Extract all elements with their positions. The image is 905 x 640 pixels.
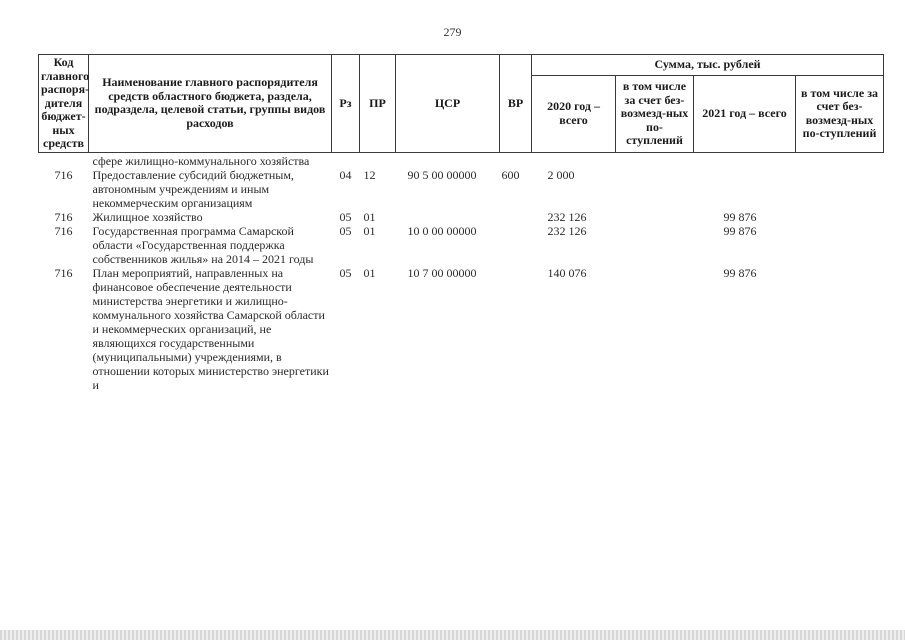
header-2021-free: в том числе за счет без-возмезд-ных по-ступлений: [796, 76, 884, 153]
header-rz: Рз: [332, 55, 360, 153]
cell-2021-total: [694, 168, 796, 210]
table-row: [39, 266, 884, 392]
cell-vr: [500, 224, 532, 266]
cell-vr: [500, 152, 532, 168]
header-sum: Сумма, тыс. рублей: [532, 55, 884, 76]
cell-name: Жилищное хозяйство: [92, 209, 203, 224]
cell-2021-free: [796, 210, 884, 224]
table-row: [39, 224, 884, 266]
cell-code: 716: [54, 167, 73, 182]
table-row: [39, 168, 884, 210]
cell-2021-total: [694, 152, 796, 168]
header-pr: ПР: [360, 55, 396, 153]
cell-2021-free: [796, 266, 884, 392]
cell-vr: 600: [501, 167, 520, 182]
cell-rz: 05: [339, 265, 352, 280]
cell-pr: 01: [363, 223, 376, 238]
cell-2020-total: 2 000: [547, 167, 575, 182]
cell-csr: 10 0 00 00000: [407, 223, 477, 238]
table-row: [39, 152, 884, 168]
page-number: 279: [443, 25, 462, 39]
cell-code: 716: [54, 209, 73, 224]
table-row: [39, 210, 884, 224]
cell-rz: 05: [339, 223, 352, 238]
header-2020-free: в том числе за счет без-возмезд-ных по-ступлений: [616, 76, 694, 153]
cell-vr: [500, 210, 532, 224]
cell-name: План мероприятий, направленных на финансовое обеспечение деятельности министерства энергетики и жилищно-коммунального хозяйства Самарской области и некоммерческих организаций, не являющихся государственными (муниципальными) учреждениями, в отношении которых министерство энергетики и: [92, 265, 329, 392]
header-csr: ЦСР: [396, 55, 500, 153]
header-2021-total: 2021 год – всего: [694, 76, 796, 153]
cell-2020-free: [616, 210, 694, 224]
cell-code: [39, 152, 89, 168]
cell-name: Предоставление субсидий бюджетным, автономным учреждениям и иным некоммерческим организациям: [92, 167, 294, 210]
header-vr: ВР: [500, 55, 532, 153]
cell-name: сфере жилищно-коммунального хозяйства: [92, 153, 310, 168]
cell-pr: 01: [363, 209, 376, 224]
cell-2020-total: [532, 152, 616, 168]
cell-csr: 10 7 00 00000: [407, 265, 477, 280]
table-body: [39, 152, 884, 392]
header-code: Код главного распоря-дителя бюджет-ных средств: [39, 55, 89, 153]
cell-2020-free: [616, 224, 694, 266]
cell-rz: 05: [339, 209, 352, 224]
cell-2021-total: 99 876: [723, 223, 757, 238]
cell-pr: 12: [363, 167, 376, 182]
cell-code: 716: [54, 223, 73, 238]
cell-code: 716: [54, 265, 73, 280]
cell-2021-free: [796, 152, 884, 168]
cell-2020-free: [616, 168, 694, 210]
cell-pr: [360, 152, 396, 168]
cell-csr: [396, 152, 500, 168]
cell-2020-total: 232 126: [547, 209, 587, 224]
cell-csr: [396, 210, 500, 224]
cell-2020-free: [616, 152, 694, 168]
cell-pr: 01: [363, 265, 376, 280]
cell-2020-total: 140 076: [547, 265, 587, 280]
cell-2021-total: 99 876: [723, 209, 757, 224]
cell-rz: 04: [339, 167, 352, 182]
cell-vr: [500, 266, 532, 392]
cell-2020-total: 232 126: [547, 223, 587, 238]
cell-name: Государственная программа Самарской области «Государственная поддержка собственников жилья» на 2014 – 2021 годы: [92, 223, 314, 266]
cell-csr: 90 5 00 00000: [407, 167, 477, 182]
cell-rz: [332, 152, 360, 168]
scan-edge-strip: [0, 630, 905, 640]
cell-2020-free: [616, 266, 694, 392]
header-2020-total: 2020 год – всего: [532, 76, 616, 153]
header-name: Наименование главного распорядителя средств областного бюджета, раздела, подраздела, целевой статьи, группы видов расходов: [89, 55, 332, 153]
cell-2021-free: [796, 168, 884, 210]
cell-2021-total: 99 876: [723, 265, 757, 280]
budget-table: [38, 54, 884, 392]
cell-2021-free: [796, 224, 884, 266]
table-header: [39, 55, 884, 153]
